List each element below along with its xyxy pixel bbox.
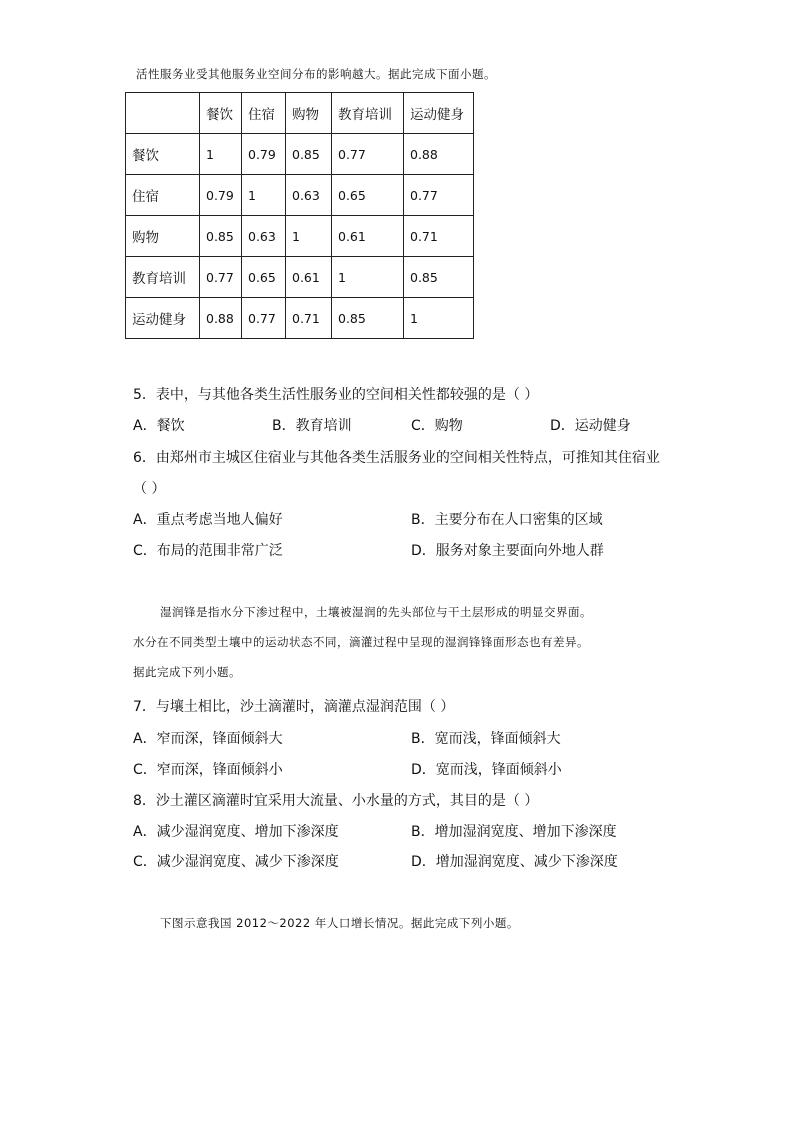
table-header-cell [126, 93, 200, 134]
table-cell: 0.61 [286, 257, 332, 298]
question-5-stem: 5．表中，与其他各类生活性服务业的空间相关性都较强的是（ ） [133, 387, 539, 403]
table-cell: 1 [200, 134, 242, 175]
intro-text-2-line-3: 据此完成下列小题。 [133, 665, 241, 679]
table-cell: 0.85 [332, 298, 404, 339]
table-header-cell: 购物 [286, 93, 332, 134]
table-cell: 0.79 [200, 175, 242, 216]
table-cell: 0.77 [200, 257, 242, 298]
question-6-option-b[interactable]: B．主要分布在人口密集的区域 [411, 512, 603, 528]
table-header-cell: 运动健身 [404, 93, 474, 134]
intro-text-3: 下图示意我国 2012～2022 年人口增长情况。据此完成下列小题。 [160, 916, 519, 930]
table-cell: 0.77 [242, 298, 286, 339]
table-cell: 0.79 [242, 134, 286, 175]
question-6-option-a[interactable]: A．重点考虑当地人偏好 [133, 512, 283, 528]
table-row [126, 216, 474, 257]
table-header-cell: 餐饮 [200, 93, 242, 134]
table-cell: 0.85 [200, 216, 242, 257]
table-cell: 0.88 [200, 298, 242, 339]
question-8-stem: 8．沙土灌区滴灌时宜采用大流量、小水量的方式，其目的是（ ） [133, 793, 539, 809]
question-6-option-d[interactable]: D．服务对象主要面向外地人群 [411, 543, 604, 559]
question-8-option-d[interactable]: D．增加湿润宽度、减少下渗深度 [411, 854, 618, 870]
table-cell: 1 [404, 298, 474, 339]
question-8-option-c[interactable]: C．减少湿润宽度、减少下渗深度 [133, 854, 339, 870]
table-header-cell: 教育培训 [332, 93, 404, 134]
table-cell: 0.85 [404, 257, 474, 298]
table-cell: 0.85 [286, 134, 332, 175]
question-8-option-b[interactable]: B．增加湿润宽度、增加下渗深度 [411, 824, 617, 840]
row-label: 餐饮 [126, 134, 200, 175]
table-cell: 0.61 [332, 216, 404, 257]
question-6-stem: 6．由郑州市主城区住宿业与其他各类生活服务业的空间相关性特点，可推知其住宿业 [133, 450, 660, 466]
table-row [126, 175, 474, 216]
question-7-option-c[interactable]: C．窄而深，锋面倾斜小 [133, 762, 283, 778]
row-label: 运动健身 [126, 298, 200, 339]
correlation-table [125, 92, 474, 339]
table-cell: 1 [286, 216, 332, 257]
table-cell: 0.77 [404, 175, 474, 216]
question-5-option-d[interactable]: D．运动健身 [550, 418, 631, 434]
intro-text-2-line-2: 水分在不同类型土壤中的运动状态不同，滴灌过程中呈现的湿润锋锋面形态也有差异。 [133, 635, 589, 649]
table-row [126, 298, 474, 339]
question-7-option-d[interactable]: D．宽而浅，锋面倾斜小 [411, 762, 562, 778]
question-6-option-c[interactable]: C．布局的范围非常广泛 [133, 543, 283, 559]
question-7-stem: 7．与壤土相比，沙土滴灌时，滴灌点湿润范围（ ） [133, 699, 455, 715]
question-7-option-b[interactable]: B．宽而浅，锋面倾斜大 [411, 731, 561, 747]
question-5-option-b[interactable]: B．教育培训 [272, 418, 352, 434]
table-cell: 0.71 [404, 216, 474, 257]
question-5-option-c[interactable]: C．购物 [411, 418, 463, 434]
question-6-stem-cont: （ ） [133, 481, 166, 497]
table-cell: 1 [332, 257, 404, 298]
table-cell: 1 [242, 175, 286, 216]
row-label: 住宿 [126, 175, 200, 216]
question-7-option-a[interactable]: A．窄而深，锋面倾斜大 [133, 731, 283, 747]
intro-text-2-line-1: 湿润锋是指水分下渗过程中，土壤被湿润的先头部位与干土层形成的明显交界面。 [160, 605, 592, 619]
table-cell: 0.71 [286, 298, 332, 339]
table-cell: 0.65 [242, 257, 286, 298]
question-8-option-a[interactable]: A．减少湿润宽度、增加下渗深度 [133, 824, 339, 840]
table-cell: 0.63 [242, 216, 286, 257]
table-cell: 0.63 [286, 175, 332, 216]
question-5-option-a[interactable]: A．餐饮 [133, 418, 185, 434]
table-cell: 0.77 [332, 134, 404, 175]
table-header-cell: 住宿 [242, 93, 286, 134]
row-label: 教育培训 [126, 257, 200, 298]
table-row [126, 134, 474, 175]
table-header-row [126, 93, 474, 134]
table-cell: 0.88 [404, 134, 474, 175]
table-cell: 0.65 [332, 175, 404, 216]
intro-text-1: 活性服务业受其他服务业空间分布的影响越大。据此完成下面小题。 [136, 67, 496, 81]
table-row [126, 257, 474, 298]
row-label: 购物 [126, 216, 200, 257]
